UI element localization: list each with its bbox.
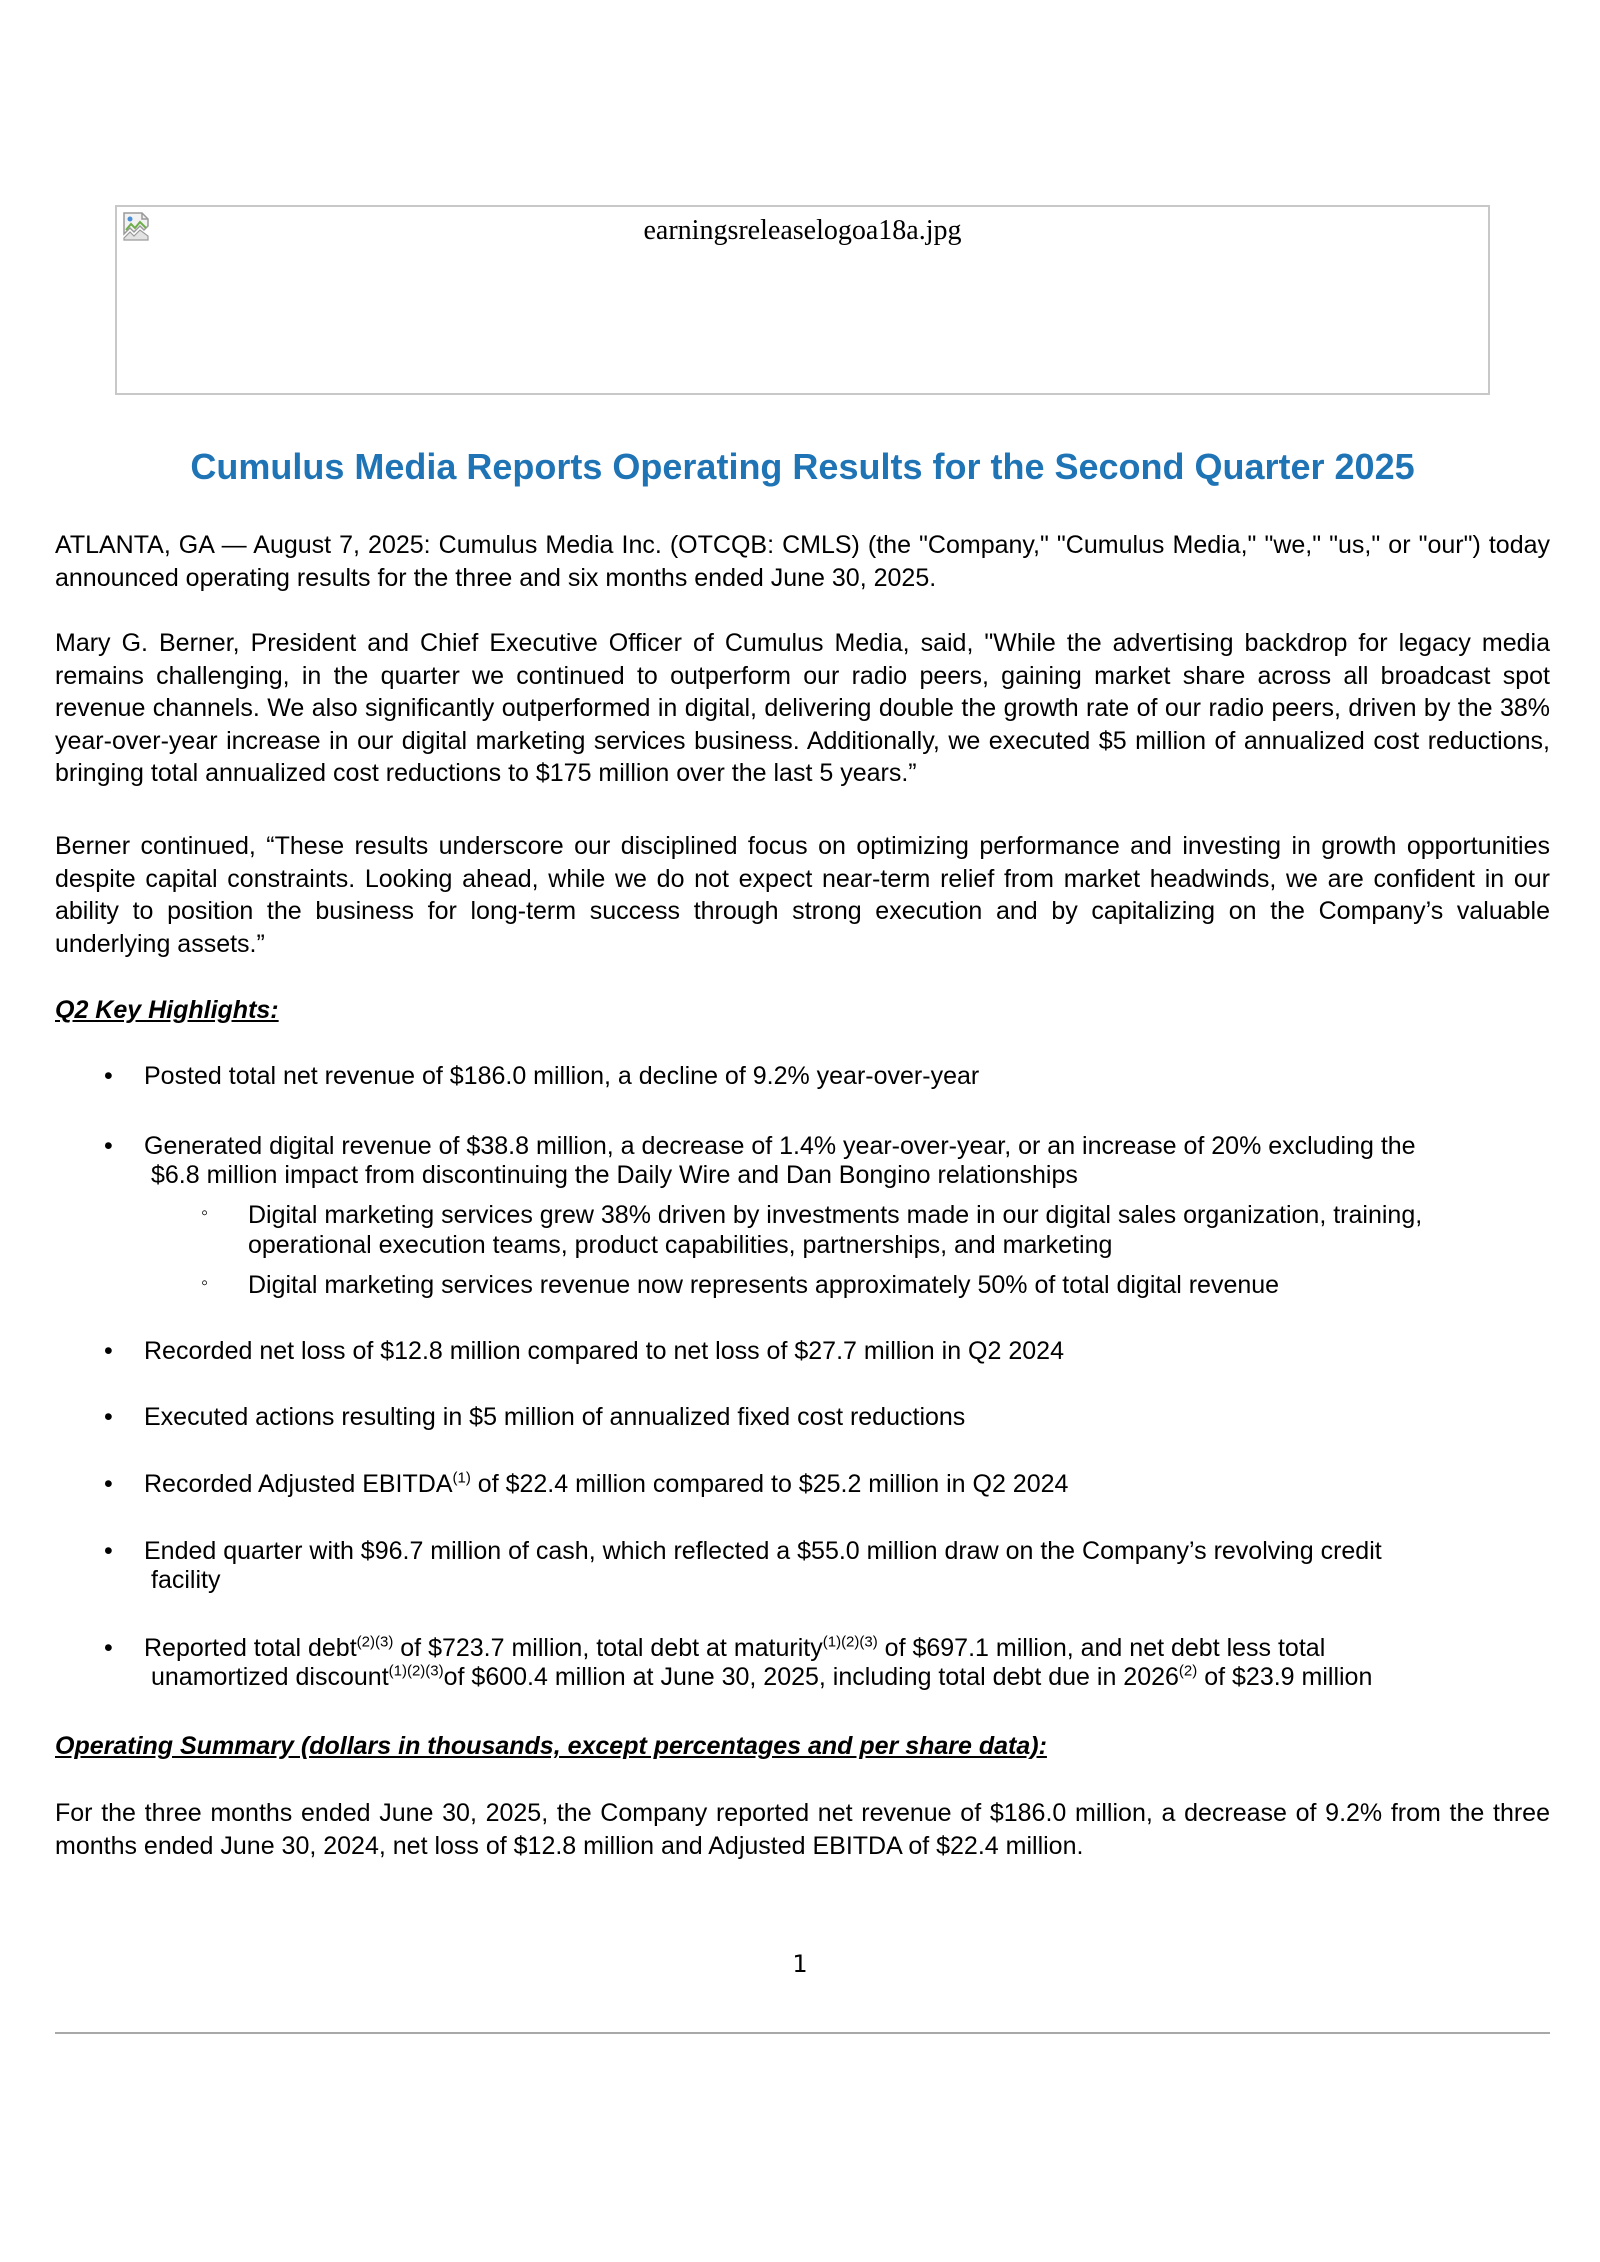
highlights-heading: Q2 Key Highlights: — [55, 996, 279, 1024]
bullet-icon: • — [104, 1132, 113, 1160]
operating-summary-heading: Operating Summary (dollars in thousands, except percentages and per share data): — [55, 1732, 1047, 1760]
bullet-icon: • — [104, 1634, 113, 1662]
sub-item-digital-marketing-share: ◦ Digital marketing services revenue now represents approximately 50% of total digital revenue — [248, 1270, 1548, 1300]
highlight-item-cost-reductions: • Executed actions resulting in $5 million of annualized fixed cost reductions — [104, 1403, 966, 1431]
bullet-icon: • — [104, 1337, 113, 1365]
highlight-item-digital-revenue: • Generated digital revenue of $38.8 million, a decrease of 1.4% year-over-year, or an increase of 20% excluding the $6.8 million impact from discontinuing the Daily Wire and Dan Bongino relationships — [104, 1132, 1416, 1189]
bullet-icon: • — [104, 1403, 113, 1431]
bullet-icon: • — [104, 1537, 113, 1565]
bullet-icon: • — [104, 1470, 113, 1498]
ceo-quote-paragraph: Mary G. Berner, President and Chief Executive Officer of Cumulus Media, said, "While the advertising backdrop for legacy media remains challenging, in the quarter we continued to outperform our radio peers, gaining market share across all broadcast spot revenue channels. We also significantly outperformed in digital, delivering double the growth rate of our radio peers, driven by the 38% year-over-year increase in our digital marketing services business. Additionally, we executed $5 million of annualized cost reductions, bringing total annualized cost reductions to $175 million over the last 5 years.” — [55, 629, 1550, 787]
intro-paragraph: ATLANTA, GA — August 7, 2025: Cumulus Media Inc. (OTCQB: CMLS) (the "Company," "Cumulus Media," "we," "us," or "our") today announced operating results for the three and six months ended June 30, 2025. — [55, 531, 1550, 592]
ceo-quote-continued-paragraph: Berner continued, “These results underscore our disciplined focus on optimizing performance and investing in growth opportunities despite capital constraints. Looking ahead, while we do not expect near-term relief from market headwinds, we are confident in our ability to position the business for long-term success through strong execution and by capitalizing on the Company’s valuable underlying assets.” — [55, 832, 1550, 958]
logo-alt-text: earningsreleaselogoa18a.jpg — [643, 215, 962, 246]
highlight-item-net-revenue: • Posted total net revenue of $186.0 million, a decline of 9.2% year-over-year — [104, 1062, 980, 1090]
highlight-item-net-loss: • Recorded net loss of $12.8 million compared to net loss of $27.7 million in Q2 2024 — [104, 1337, 1064, 1365]
footnote-marker: (2) — [1178, 1662, 1198, 1680]
sub-bullet-icon: ◦ — [201, 1202, 209, 1224]
footnote-marker: (1)(2)(3) — [822, 1633, 878, 1651]
footnote-marker: (1)(2)(3) — [388, 1662, 444, 1680]
operating-summary-paragraph: For the three months ended June 30, 2025, the Company reported net revenue of $186.0 million, a decrease of 9.2% from the three months ended June 30, 2024, net loss of $12.8 million and Adjusted EBITDA of $22.4 million. — [55, 1799, 1550, 1860]
company-logo-placeholder — [115, 205, 1490, 395]
highlight-item-adjusted-ebitda: • Recorded Adjusted EBITDA$^{(1)}$ of $22.4 million compared to $25.2 million in Q2 2024 — [104, 1469, 1069, 1498]
sub-bullet-icon: ◦ — [201, 1272, 209, 1294]
highlight-item-total-debt: • Reported total debt$^{(2)(3)}$ of $723.7 million, total debt at maturity$^{(1)(2)(3)}$ of $697.1 million, and net debt less total unamortized discount$^{(1)(2)(3)}$of $600.4 million at June 30, 2025, including total debt due in 2026$^{(2)}$ of $23.9 million — [104, 1633, 1373, 1691]
sub-item-digital-marketing-growth: ◦ Digital marketing services grew 38% driven by investments made in our digital sales organization, training, operational execution teams, product capabilities, partnerships, and marketing — [248, 1200, 1548, 1260]
bullet-icon: • — [104, 1062, 113, 1090]
press-release-title: Cumulus Media Reports Operating Results for the Second Quarter 2025 — [190, 446, 1415, 487]
page-divider — [55, 2032, 1550, 2034]
footnote-marker: (2)(3) — [356, 1633, 394, 1651]
page-number: 1 — [792, 1950, 808, 1978]
footnote-marker: (1) — [452, 1469, 471, 1487]
highlight-item-cash: • Ended quarter with $96.7 million of cash, which reflected a $55.0 million draw on the Company’s revolving credit facility — [104, 1537, 1382, 1594]
